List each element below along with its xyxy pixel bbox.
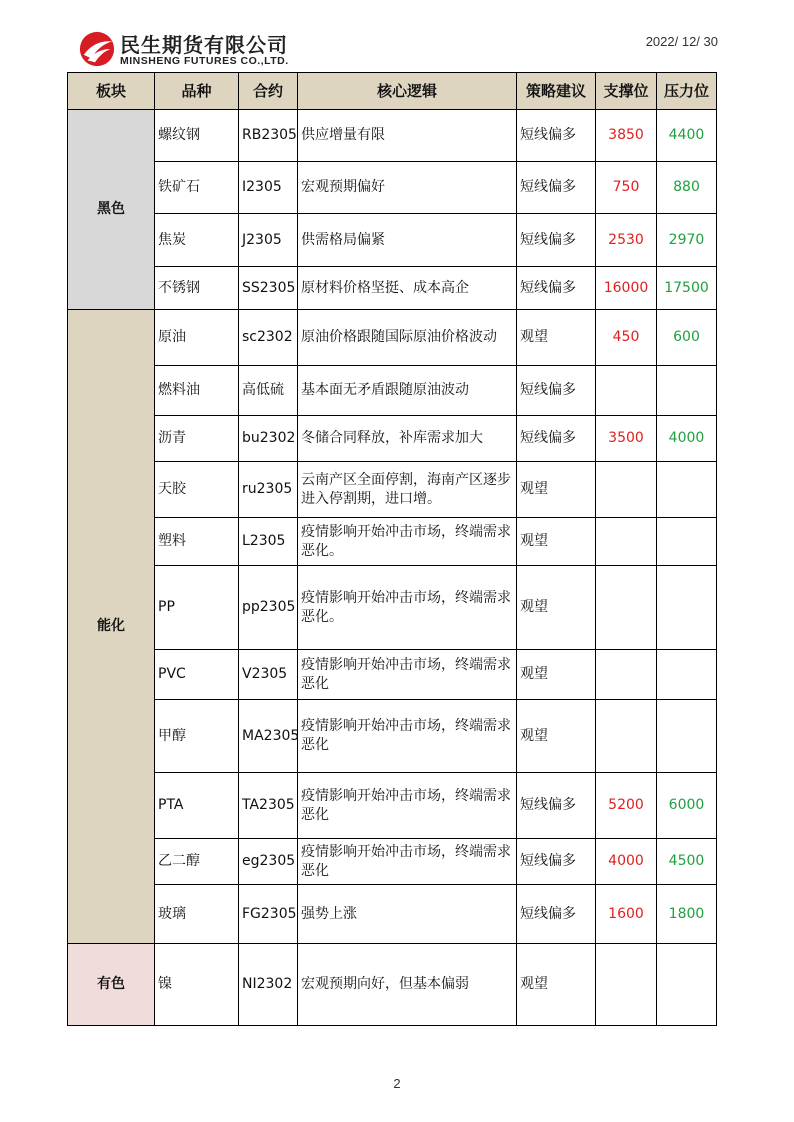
logic-cell: 基本面无矛盾跟随原油波动	[298, 366, 517, 416]
company-logo	[78, 26, 318, 72]
support-cell	[596, 944, 657, 1026]
product-cell: 不锈钢	[155, 267, 239, 310]
strategy-cell: 短线偏多	[517, 366, 596, 416]
strategy-cell: 短线偏多	[517, 885, 596, 944]
resistance-cell: 4500	[657, 839, 717, 885]
product-cell: 焦炭	[155, 214, 239, 267]
resistance-cell: 6000	[657, 773, 717, 839]
contract-cell: bu2302	[239, 416, 298, 462]
logic-cell: 冬储合同释放，补库需求加大	[298, 416, 517, 462]
support-cell	[596, 566, 657, 650]
resistance-cell	[657, 566, 717, 650]
logic-cell: 强势上涨	[298, 885, 517, 944]
strategy-cell: 观望	[517, 566, 596, 650]
support-cell	[596, 366, 657, 416]
logic-cell: 供应增量有限	[298, 110, 517, 162]
contract-cell: I2305	[239, 162, 298, 214]
strategy-cell: 短线偏多	[517, 839, 596, 885]
support-cell	[596, 650, 657, 700]
logic-cell: 疫情影响开始冲击市场，终端需求恶化	[298, 839, 517, 885]
contract-cell: ru2305	[239, 462, 298, 518]
column-header-contract: 合约	[239, 73, 298, 110]
minsheng-logo-icon	[78, 30, 116, 68]
logic-cell: 疫情影响开始冲击市场，终端需求恶化。	[298, 566, 517, 650]
contract-cell: eg2305	[239, 839, 298, 885]
product-cell: 乙二醇	[155, 839, 239, 885]
table-row	[68, 162, 717, 214]
logic-cell: 疫情影响开始冲击市场，终端需求恶化	[298, 773, 517, 839]
contract-cell: L2305	[239, 518, 298, 566]
sector-cell-nonferrous: 有色	[68, 944, 155, 1026]
product-cell: 镍	[155, 944, 239, 1026]
strategy-cell: 观望	[517, 944, 596, 1026]
table-row	[68, 944, 717, 1026]
table-row	[68, 366, 717, 416]
contract-cell: SS2305	[239, 267, 298, 310]
support-cell	[596, 518, 657, 566]
support-cell	[596, 700, 657, 773]
sector-cell-energy: 能化	[68, 310, 155, 944]
column-header-sector: 板块	[68, 73, 155, 110]
product-cell: 沥青	[155, 416, 239, 462]
support-cell: 3850	[596, 110, 657, 162]
strategy-cell: 观望	[517, 700, 596, 773]
resistance-cell	[657, 518, 717, 566]
table-row	[68, 110, 717, 162]
table-row	[68, 566, 717, 650]
report-date: 2022/ 12/ 30	[645, 34, 718, 49]
product-cell: PP	[155, 566, 239, 650]
column-header-logic: 核心逻辑	[298, 73, 517, 110]
support-cell	[596, 462, 657, 518]
strategy-cell: 观望	[517, 462, 596, 518]
support-cell: 750	[596, 162, 657, 214]
sector-cell-black: 黑色	[68, 110, 155, 310]
resistance-cell: 600	[657, 310, 717, 366]
table-row	[68, 462, 717, 518]
support-cell: 5200	[596, 773, 657, 839]
logic-cell: 疫情影响开始冲击市场，终端需求恶化	[298, 650, 517, 700]
logic-cell: 疫情影响开始冲击市场，终端需求恶化	[298, 700, 517, 773]
support-cell: 2530	[596, 214, 657, 267]
strategy-table	[67, 72, 717, 1026]
product-cell: 原油	[155, 310, 239, 366]
resistance-cell	[657, 650, 717, 700]
page-number: 2	[393, 1076, 401, 1091]
resistance-cell	[657, 944, 717, 1026]
strategy-cell: 短线偏多	[517, 773, 596, 839]
column-header-support: 支撑位	[596, 73, 657, 110]
product-cell: 天胶	[155, 462, 239, 518]
product-cell: 铁矿石	[155, 162, 239, 214]
product-cell: PVC	[155, 650, 239, 700]
table-row	[68, 518, 717, 566]
product-cell: 燃料油	[155, 366, 239, 416]
column-header-strategy: 策略建议	[517, 73, 596, 110]
strategy-cell: 观望	[517, 310, 596, 366]
resistance-cell: 880	[657, 162, 717, 214]
column-header-resistance: 压力位	[657, 73, 717, 110]
table-row	[68, 885, 717, 944]
contract-cell: TA2305	[239, 773, 298, 839]
strategy-cell: 短线偏多	[517, 267, 596, 310]
table-row	[68, 700, 717, 773]
logic-cell: 云南产区全面停割，海南产区逐步进入停割期，进口增。	[298, 462, 517, 518]
resistance-cell: 1800	[657, 885, 717, 944]
strategy-cell: 观望	[517, 650, 596, 700]
logic-cell: 原材料价格坚挺、成本高企	[298, 267, 517, 310]
product-cell: 甲醇	[155, 700, 239, 773]
product-cell: 塑料	[155, 518, 239, 566]
contract-cell: FG2305	[239, 885, 298, 944]
table-row	[68, 310, 717, 366]
support-cell: 16000	[596, 267, 657, 310]
logo-chinese-name: 民生期货有限公司	[120, 33, 288, 57]
logic-cell: 宏观预期向好，但基本偏弱	[298, 944, 517, 1026]
logic-cell: 供需格局偏紧	[298, 214, 517, 267]
resistance-cell: 4000	[657, 416, 717, 462]
resistance-cell: 4400	[657, 110, 717, 162]
contract-cell: sc2302	[239, 310, 298, 366]
table-row	[68, 773, 717, 839]
strategy-cell: 短线偏多	[517, 214, 596, 267]
resistance-cell: 17500	[657, 267, 717, 310]
support-cell: 4000	[596, 839, 657, 885]
table-row	[68, 214, 717, 267]
contract-cell: RB2305	[239, 110, 298, 162]
table-row	[68, 416, 717, 462]
logic-cell: 疫情影响开始冲击市场，终端需求恶化。	[298, 518, 517, 566]
resistance-cell	[657, 700, 717, 773]
product-cell: 螺纹钢	[155, 110, 239, 162]
support-cell: 1600	[596, 885, 657, 944]
strategy-cell: 短线偏多	[517, 110, 596, 162]
strategy-cell: 观望	[517, 518, 596, 566]
product-cell: PTA	[155, 773, 239, 839]
logic-cell: 宏观预期偏好	[298, 162, 517, 214]
table-row	[68, 650, 717, 700]
logo-english-name: MINSHENG FUTURES CO.,LTD.	[120, 55, 289, 67]
contract-cell: MA2305	[239, 700, 298, 773]
support-cell: 450	[596, 310, 657, 366]
support-cell: 3500	[596, 416, 657, 462]
logic-cell: 原油价格跟随国际原油价格波动	[298, 310, 517, 366]
contract-cell: V2305	[239, 650, 298, 700]
resistance-cell	[657, 462, 717, 518]
resistance-cell: 2970	[657, 214, 717, 267]
strategy-cell: 短线偏多	[517, 162, 596, 214]
contract-cell: pp2305	[239, 566, 298, 650]
table-row	[68, 839, 717, 885]
column-header-product: 品种	[155, 73, 239, 110]
contract-cell: 高低硫	[239, 366, 298, 416]
table-row	[68, 267, 717, 310]
contract-cell: NI2302	[239, 944, 298, 1026]
table-header-row	[68, 73, 717, 110]
product-cell: 玻璃	[155, 885, 239, 944]
strategy-cell: 短线偏多	[517, 416, 596, 462]
resistance-cell	[657, 366, 717, 416]
contract-cell: J2305	[239, 214, 298, 267]
